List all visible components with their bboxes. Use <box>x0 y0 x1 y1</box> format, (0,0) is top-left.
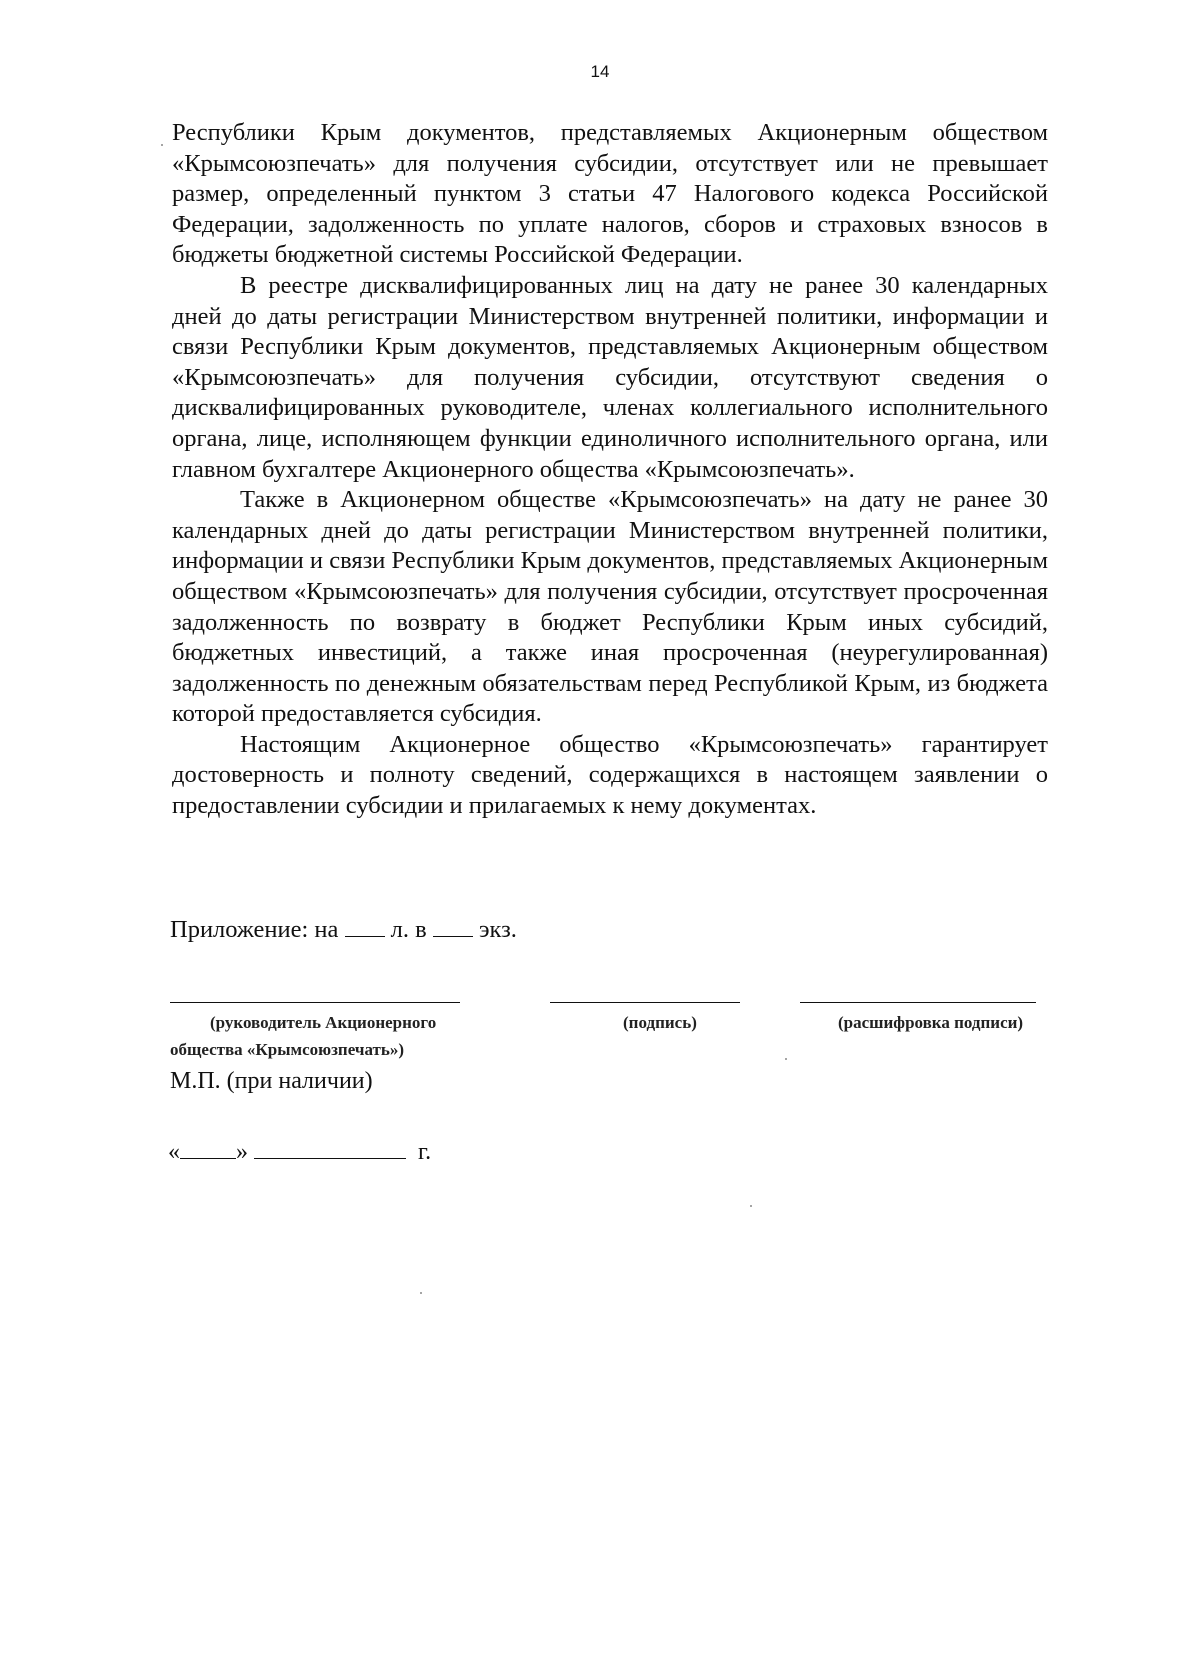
scan-speck <box>750 1205 752 1207</box>
scan-speck <box>785 1058 787 1060</box>
attachment-label: Приложение: на <box>170 916 339 943</box>
copies-unit: экз. <box>478 916 517 943</box>
paragraph-4: Настоящим Акционерное общество «Крымсоюзпечать» гарантирует достоверность и полноту сведений, содержащихся в настоящем заявлении о предоставлении субсидии и прилагаемых к нему документах. <box>172 730 1048 820</box>
stamp-note: М.П. (при наличии) <box>170 1068 373 1094</box>
copies-blank <box>433 914 473 937</box>
date-line <box>168 1136 431 1166</box>
scan-speck <box>161 144 163 146</box>
paragraph-3: Также в Акционерном обществе «Крымсоюзпечать» на дату не ранее 30 календарных дней до даты регистрации Министерством внутренней политики, информации и связи Республики Крым документов, представляемых Акционерным обществом «Крымсоюзпечать» для получения субсидии, отсутствует просроченная задолженность по возврату в бюджет Республики Крым иных субсидий, бюджетных инвестиций, а также иная просроченная (неурегулированная) задолженность по денежным обязательствам перед Республикой Крым, из бюджета которой предоставляется субсидия. <box>172 486 1048 728</box>
document-body <box>172 118 1048 822</box>
attachment-line <box>170 914 517 944</box>
scan-speck <box>420 1292 422 1294</box>
sheets-unit: л. в <box>390 916 427 943</box>
head-signature-line <box>170 1002 460 1003</box>
head-caption-line1: (руководитель Акционерного <box>210 1013 437 1032</box>
sheets-blank <box>345 914 385 937</box>
year-suffix: г. <box>418 1139 432 1165</box>
month-year-blank <box>254 1136 406 1159</box>
date-open-quote: « <box>168 1139 180 1165</box>
paragraph-1: Республики Крым документов, представляемых Акционерным обществом «Крымсоюзпечать» для получения субсидии, отсутствует или не превышает размер, определенный пунктом 3 статьи 47 Налогового кодекса Российской Федерации, задолженность по уплате налогов, сборов и страховых взносов в бюджеты бюджетной системы Российской Федерации. <box>172 119 1048 269</box>
paragraph-2: В реестре дисквалифицированных лиц на дату не ранее 30 календарных дней до даты регистрации Министерством внутренней политики, информации и связи Республики Крым документов, представляемых Акционерным обществом «Крымсоюзпечать» для получения субсидии, отсутствуют сведения о дисквалифицированных руководителе, членах коллегиального исполнительного органа, лице, исполняющем функции единоличного исполнительного органа, или главном бухгалтере Акционерного общества «Крымсоюзпечать». <box>172 271 1048 483</box>
page-number: 14 <box>590 62 610 81</box>
decoding-caption: (расшифровка подписи) <box>838 1013 1024 1032</box>
signature-caption: (подпись) <box>623 1013 697 1032</box>
head-caption-line2: общества «Крымсоюзпечать») <box>170 1040 404 1059</box>
date-close-quote: » <box>236 1139 248 1165</box>
decoding-line <box>800 1002 1036 1003</box>
signature-line <box>550 1002 740 1003</box>
day-blank <box>180 1136 236 1159</box>
